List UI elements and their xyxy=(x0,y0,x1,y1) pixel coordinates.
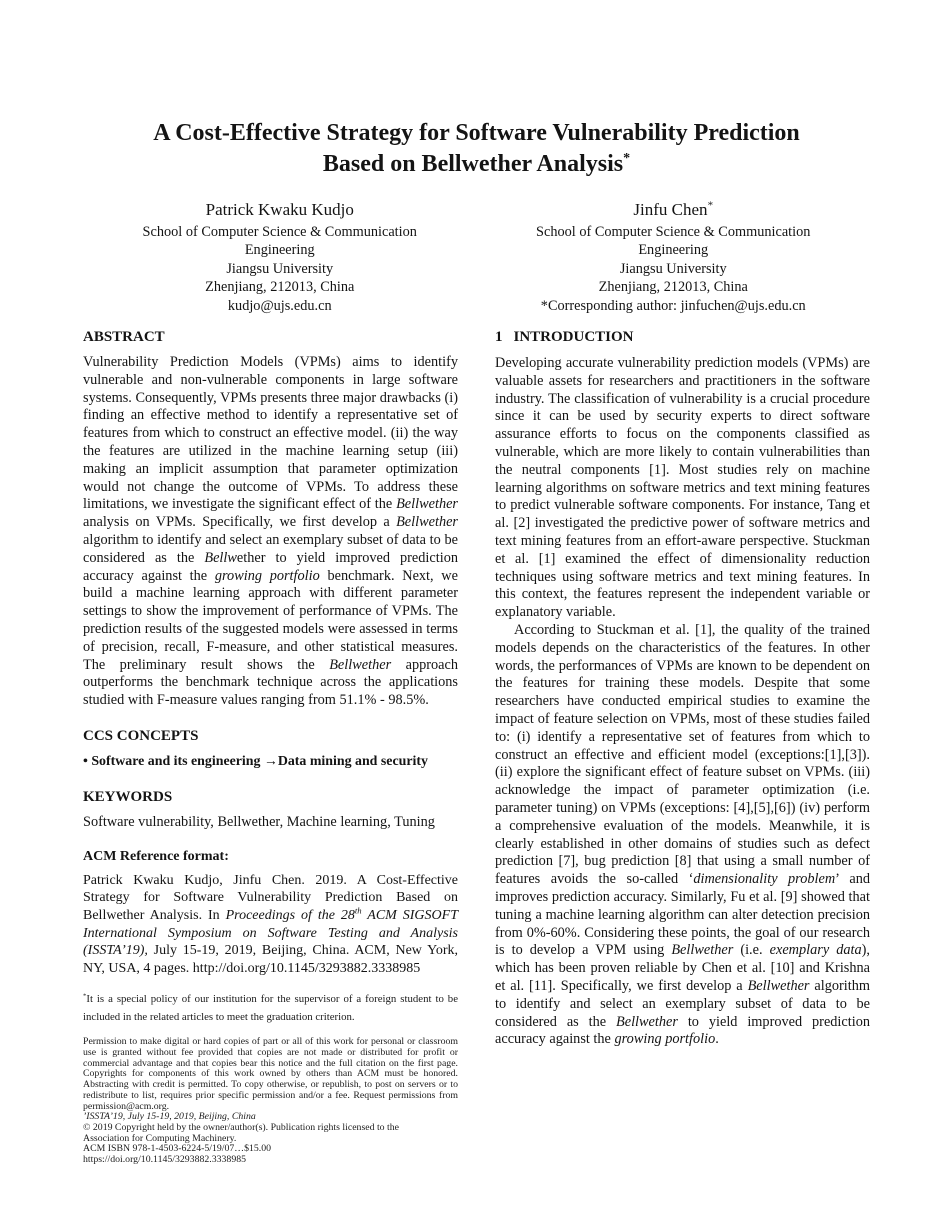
author-affiliation-line: Jiangsu University xyxy=(226,260,334,277)
two-column-body xyxy=(83,328,870,1166)
abstract-heading: ABSTRACT xyxy=(83,329,165,346)
author-name: Jinfu Chen* xyxy=(633,199,714,219)
intro-paragraph-2: According to Stuckman et al. [1], the quality of the trained models depends on the characteristics of the features. In other words, the performances of VPMs are known to be dependent on the features for training these models. Despite that some researchers have conducted empirical studies to examine the impact of feature selection on VPMs, most of these studies failed to: (i) identify a representative set of features from which to construct an effective and efficient model (exceptions:[1],[3]). (ii) explore the significant effect of feature subset on VPMs. (iii) acknowledge the impact of parameter optimization (i.e. parameter tuning) on VPMs (exceptions: [4],[5],[6]) (iv) perform a comprehensive evaluation of the models. Meanwhile, it is clearly established in other domains of studies such as defect prediction [7], bug prediction [8] that using a small number of features avoids the so-called ‘dimensionality problem’ and improves prediction accuracy. Similarly, Fu et al. [9] showed that tuning a machine learning algorithm can alter detection precision from 0%-60%. Considering these points, the goal of our research is to develop a VPM using Bellwether (i.e. exemplary data), which has been proven reliable by Chen et al. [10] and Krishna et al. [11]. Specifically, we first develop a Bellwether algorithm to identify and select an exemplary subset of data to be considered as the Bellwether to yield improved prediction accuracy against the growing portfolio. xyxy=(495,621,870,1048)
title-line: Based on Bellwether Analysis* xyxy=(322,151,631,177)
corresponding-author-line: *Corresponding author: jinfuchen@ujs.edu.cn xyxy=(540,297,806,314)
section-number: 1 xyxy=(495,329,503,346)
author-affiliation-line: Jiangsu University xyxy=(619,260,727,277)
acm-reference-text: Patrick Kwaku Kudjo, Jinfu Chen. 2019. A Cost-Effective Strategy for Software Vulnerability Prediction Based on Bellwether Analysis. In Proceedings of the 28th ACM SIGSOFT International Symposium on Software Testing and Analysis (ISSTA’19), July 15-19, 2019, Beijing, China. ACM, New York, NY, USA, 4 pages. http://doi.org/10.1145/3293882.3338985 xyxy=(83,872,458,976)
acm-reference-heading: ACM Reference format: xyxy=(83,848,229,864)
page-content xyxy=(83,0,870,1166)
author-affiliation-line: School of Computer Science & Communication xyxy=(142,224,417,240)
keywords-heading: KEYWORDS xyxy=(83,788,173,805)
title-footnote-marker: * xyxy=(623,151,631,166)
left-column xyxy=(83,328,458,1166)
author-block xyxy=(477,199,871,315)
ccs-text: • Software and its engineering →Data mining and security xyxy=(83,753,428,769)
section-title: INTRODUCTION xyxy=(513,329,634,346)
authors-section xyxy=(83,199,870,315)
doi-line: https://doi.org/10.1145/3293882.3338985 xyxy=(83,1154,247,1166)
copyright-line: Association for Computing Machinery. xyxy=(83,1132,237,1144)
copyright-block xyxy=(83,1037,458,1165)
author-affiliation-line: Zhenjiang, 212013, China xyxy=(598,279,748,296)
author-email: kudjo@ujs.edu.cn xyxy=(227,297,332,314)
author-block xyxy=(83,199,477,315)
corresponding-author-marker: * xyxy=(707,199,714,212)
intro-paragraph-1: Developing accurate vulnerability prediction models (VPMs) are valuable assets for researchers and practitioners in the software industry. The classification of vulnerability is a crucial procedure since it can be used by security experts to direct software assurance efforts to focus on the components classified as vulnerable, which are more likely to contain vulnerabilities than the neutral components [1]. Most studies rely on machine learning algorithms on software metrics and text mining features to predict vulnerable software components. For instance, Tang et al. [2] investigated the predictive power of software metrics and text mining features from an effort-aware perspective. Stuckman et al. [1] examined the effect of dimensionality reduction techniques using software metrics and text mining features. In this context, the features represent the independent variable or explanatory variable. xyxy=(495,355,870,621)
author-affiliation-line: Zhenjiang, 212013, China xyxy=(205,279,355,296)
permission-text: Permission to make digital or hard copies of part or all of this work for personal or classroom use is granted without fee provided that copies are not made or distributed for profit or commercial advantage and that copies bear this notice and the full citation on the first page. Copyrights for components of this work owned by others than ACM must be honored. Abstracting with credit is permitted. To copy otherwise, or republish, to post on servers or to redistribute to list, requires prior specific permission and/or a fee. Request permissions from permission@acm.org. xyxy=(83,1036,458,1112)
ccs-heading: CCS CONCEPTS xyxy=(83,727,199,744)
right-column xyxy=(495,328,870,1166)
author-name: Patrick Kwaku Kudjo xyxy=(205,200,354,219)
isbn-line: ACM ISBN 978-1-4503-6224-5/19/07…$15.00 xyxy=(83,1143,272,1155)
author-affiliation-line: Engineering xyxy=(244,242,315,259)
author-affiliation-line: School of Computer Science & Communication xyxy=(536,224,811,240)
introduction-heading xyxy=(495,328,870,347)
title-line: A Cost-Effective Strategy for Software Vulnerability Prediction xyxy=(153,120,800,146)
abstract-text: Vulnerability Prediction Models (VPMs) aims to identify vulnerable and non-vulnerable components in large software systems. Consequently, VPMs presents three major drawbacks (i) finding an effective method to identify a representative set of features from which to construct an effective model. (ii) the way the features are utilized in the machine learning setup (iii) making an implicit assumption that parameter optimization would not change the outcome of VPMs. To address these limitations, we investigate the significant effect of the Bellwether analysis on VPMs. Specifically, we first develop a Bellwether algorithm to identify and select an exemplary subset of data to be considered as the Bellwether to yield improved prediction accuracy against the growing portfolio benchmark. Next, we build a machine learning approach with different parameter settings to show the improvement of performance of VPMs. The prediction results of the suggested models were assessed in terms of precision, recall, F-measure, and other statistical measures. The preliminary result shows the Bellwether approach outperforms the benchmark technique across the applications studied with F-measure values ranging from 51.1% - 98.5%. xyxy=(83,354,458,709)
conference-line: ’ISSTA’19, July 15-19, 2019, Beijing, China xyxy=(83,1111,256,1123)
paper-title xyxy=(83,118,870,180)
keywords-text: Software vulnerability, Bellwether, Machine learning, Tuning xyxy=(83,813,435,830)
title-footnote: *It is a special policy of our institution for the supervisor of a foreign student to be included in the related articles to meet the graduation criterion. xyxy=(83,992,458,1024)
copyright-line: © 2019 Copyright held by the owner/author(s). Publication rights licensed to the xyxy=(83,1121,399,1133)
author-affiliation-line: Engineering xyxy=(638,242,709,259)
